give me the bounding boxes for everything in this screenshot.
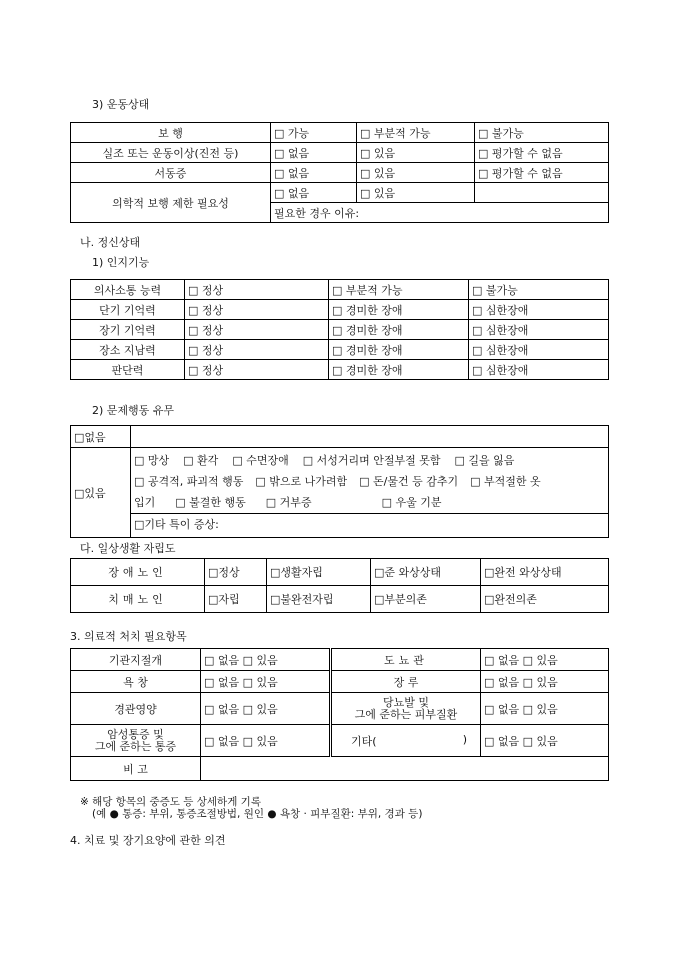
- checkbox-option[interactable]: □ 경미한 장애: [329, 320, 469, 340]
- checkbox-option[interactable]: □ 서성거리며 안절부절 못함: [302, 454, 441, 467]
- checkbox-pair[interactable]: □ 없음 □ 있음: [481, 649, 609, 671]
- table-row: [71, 725, 609, 757]
- reason-field[interactable]: 필요한 경우 이유:: [271, 203, 609, 223]
- checkbox-option[interactable]: □완전의존: [481, 586, 609, 613]
- checkbox-option[interactable]: □ 돈/물건 등 감추기: [359, 475, 459, 488]
- mental-section-heading: 나. 정신상태: [80, 236, 141, 249]
- checkbox-option[interactable]: □ 가능: [271, 123, 357, 143]
- behavior-line-2: [134, 471, 605, 492]
- table-row: [71, 757, 609, 781]
- checkbox-option[interactable]: □자립: [205, 586, 267, 613]
- row-label: 욕 창: [71, 671, 201, 693]
- table-row: [71, 143, 609, 163]
- checkbox-pair[interactable]: □ 없음 □ 있음: [481, 725, 609, 757]
- checkbox-option[interactable]: □ 없음: [271, 143, 357, 163]
- checkbox-option[interactable]: □ 환각: [183, 454, 219, 467]
- checkbox-option[interactable]: □ 있음: [357, 143, 475, 163]
- checkbox-option[interactable]: □ 거부증: [265, 496, 312, 509]
- checkbox-option[interactable]: □ 정상: [185, 320, 329, 340]
- table-row: [71, 671, 609, 693]
- behavior-heading: 2) 문제행동 유무: [92, 404, 175, 417]
- table-row: [71, 426, 609, 448]
- checkbox-option[interactable]: □ 경미한 장애: [329, 360, 469, 380]
- table-row: [71, 123, 609, 143]
- daily-living-heading: 다. 일상생활 자립도: [80, 542, 176, 555]
- row-label: 장애노인: [71, 559, 205, 586]
- checkbox-option[interactable]: □ 있음: [357, 163, 475, 183]
- checkbox-option[interactable]: □불완전자립: [267, 586, 371, 613]
- table-row: [71, 360, 609, 380]
- row-label-twoline: [331, 693, 481, 725]
- other-field[interactable]: [331, 725, 481, 757]
- checkbox-option[interactable]: □준 와상상태: [371, 559, 481, 586]
- table-row: [71, 300, 609, 320]
- table-row: [71, 649, 609, 671]
- checkbox-option[interactable]: □ 심한장애: [469, 320, 609, 340]
- row-label: 장기 기억력: [71, 320, 185, 340]
- row-label: 도뇨관: [331, 649, 481, 671]
- row-label: 경관영양: [71, 693, 201, 725]
- medical-section-heading: 3. 의료적 처치 필요항목: [70, 630, 187, 643]
- checkbox-pair[interactable]: □ 없음 □ 있음: [481, 671, 609, 693]
- checkbox-option[interactable]: □ 정상: [185, 360, 329, 380]
- checkbox-option[interactable]: □ 경미한 장애: [329, 340, 469, 360]
- opinion-section-heading: 4. 치료 및 장기요양에 관한 의견: [70, 834, 226, 847]
- behavior-other[interactable]: □기타 특이 증상:: [131, 513, 608, 535]
- label-line: 그에 준하는 피부질환: [354, 707, 458, 721]
- checkbox-option[interactable]: □ 수면장애: [232, 454, 289, 467]
- checkbox-option[interactable]: □완전 와상상태: [481, 559, 609, 586]
- checkbox-option[interactable]: □ 정상: [185, 280, 329, 300]
- table-row: [71, 693, 609, 725]
- row-label: 의학적 보행 제한 필요성: [71, 183, 271, 223]
- daily-living-table: [70, 558, 609, 613]
- footnote-line-2: (예 ● 통증: 부위, 통증조절방법, 원인 ● 욕창 · 피부질환: 부위, 경과 등): [92, 808, 423, 820]
- remarks-field[interactable]: [201, 757, 609, 781]
- other-label: 기타(: [351, 734, 377, 748]
- checkbox-option[interactable]: □ 밖으로 나가려함: [255, 475, 348, 488]
- checkbox-pair[interactable]: □ 없음 □ 있음: [481, 693, 609, 725]
- behavior-line-1: [134, 450, 605, 471]
- row-label: 장 루: [331, 671, 481, 693]
- checkbox-option[interactable]: □ 길을 잃음: [454, 454, 515, 467]
- behavior-none-checkbox[interactable]: □없음: [71, 426, 131, 448]
- cognition-heading: 1) 인지기능: [92, 256, 150, 269]
- row-label: 보 행: [71, 123, 271, 143]
- row-label: 판단력: [71, 360, 185, 380]
- option-continuation: 입기: [134, 496, 156, 509]
- table-row: [71, 163, 609, 183]
- checkbox-option[interactable]: □ 우울 기분: [381, 496, 442, 509]
- checkbox-option[interactable]: □ 있음: [357, 183, 475, 203]
- row-label: 장소 지남력: [71, 340, 185, 360]
- table-row: [71, 340, 609, 360]
- other-close-paren: ): [462, 732, 467, 746]
- cognition-table: [70, 279, 609, 380]
- label-line: 그에 준하는 통증: [94, 739, 177, 753]
- checkbox-option[interactable]: □ 정상: [185, 300, 329, 320]
- checkbox-option[interactable]: □ 부분적 가능: [329, 280, 469, 300]
- medical-treatment-table: [70, 648, 609, 781]
- checkbox-option[interactable]: □ 공격적, 파괴적 행동: [134, 475, 244, 488]
- checkbox-option[interactable]: □ 평가할 수 없음: [475, 163, 609, 183]
- checkbox-option[interactable]: □생활자립: [267, 559, 371, 586]
- checkbox-option[interactable]: □ 심한장애: [469, 300, 609, 320]
- row-label: 비 고: [71, 757, 201, 781]
- checkbox-option[interactable]: □ 심한장애: [469, 360, 609, 380]
- checkbox-option[interactable]: □ 부분적 가능: [357, 123, 475, 143]
- row-label: 의사소통 능력: [71, 280, 185, 300]
- row-label: 서동증: [71, 163, 271, 183]
- checkbox-option[interactable]: □부분의존: [371, 586, 481, 613]
- checkbox-option[interactable]: □정상: [205, 559, 267, 586]
- motor-section-heading: 3) 운동상태: [92, 98, 150, 111]
- behavior-line-3: [134, 492, 605, 513]
- checkbox-option[interactable]: □ 심한장애: [469, 340, 609, 360]
- checkbox-option[interactable]: □ 정상: [185, 340, 329, 360]
- checkbox-option[interactable]: □ 불가능: [475, 123, 609, 143]
- checkbox-pair[interactable]: □ 없음 □ 있음: [201, 671, 331, 693]
- row-label: 치매노인: [71, 586, 205, 613]
- checkbox-pair[interactable]: □ 없음 □ 있음: [201, 693, 331, 725]
- row-label: 단기 기억력: [71, 300, 185, 320]
- table-row: [71, 280, 609, 300]
- checkbox-option[interactable]: □ 경미한 장애: [329, 300, 469, 320]
- table-row: [71, 559, 609, 586]
- row-label: 실조 또는 운동이상(진전 등): [71, 143, 271, 163]
- checkbox-option[interactable]: □ 없음: [271, 183, 357, 203]
- footnote-line-1: ※ 해당 항목의 중증도 등 상세하게 기록: [80, 796, 261, 808]
- empty-cell: [475, 183, 609, 203]
- table-row: [71, 320, 609, 340]
- checkbox-option[interactable]: □ 불결한 행동: [175, 496, 246, 509]
- checkbox-option[interactable]: □ 불가능: [469, 280, 609, 300]
- row-label: 기관지절개: [71, 649, 201, 671]
- table-row: [71, 183, 609, 203]
- checkbox-option[interactable]: □ 없음: [271, 163, 357, 183]
- checkbox-option[interactable]: □ 평가할 수 없음: [475, 143, 609, 163]
- checkbox-option[interactable]: □ 부적절한 옷: [470, 475, 541, 488]
- behavior-options: [131, 448, 609, 538]
- empty-cell: [131, 426, 609, 448]
- checkbox-pair[interactable]: □ 없음 □ 있음: [201, 649, 331, 671]
- table-row: [71, 448, 609, 538]
- behavior-yes-checkbox[interactable]: □있음: [71, 448, 131, 538]
- label-line: 암성통증 및: [107, 727, 164, 741]
- label-line: 당뇨발 및: [382, 695, 429, 709]
- checkbox-option[interactable]: □ 망상: [134, 454, 170, 467]
- behavior-table: [70, 425, 609, 538]
- checkbox-pair[interactable]: □ 없음 □ 있음: [201, 725, 331, 757]
- table-row: [71, 586, 609, 613]
- row-label-twoline: [71, 725, 201, 757]
- motor-status-table: [70, 122, 609, 223]
